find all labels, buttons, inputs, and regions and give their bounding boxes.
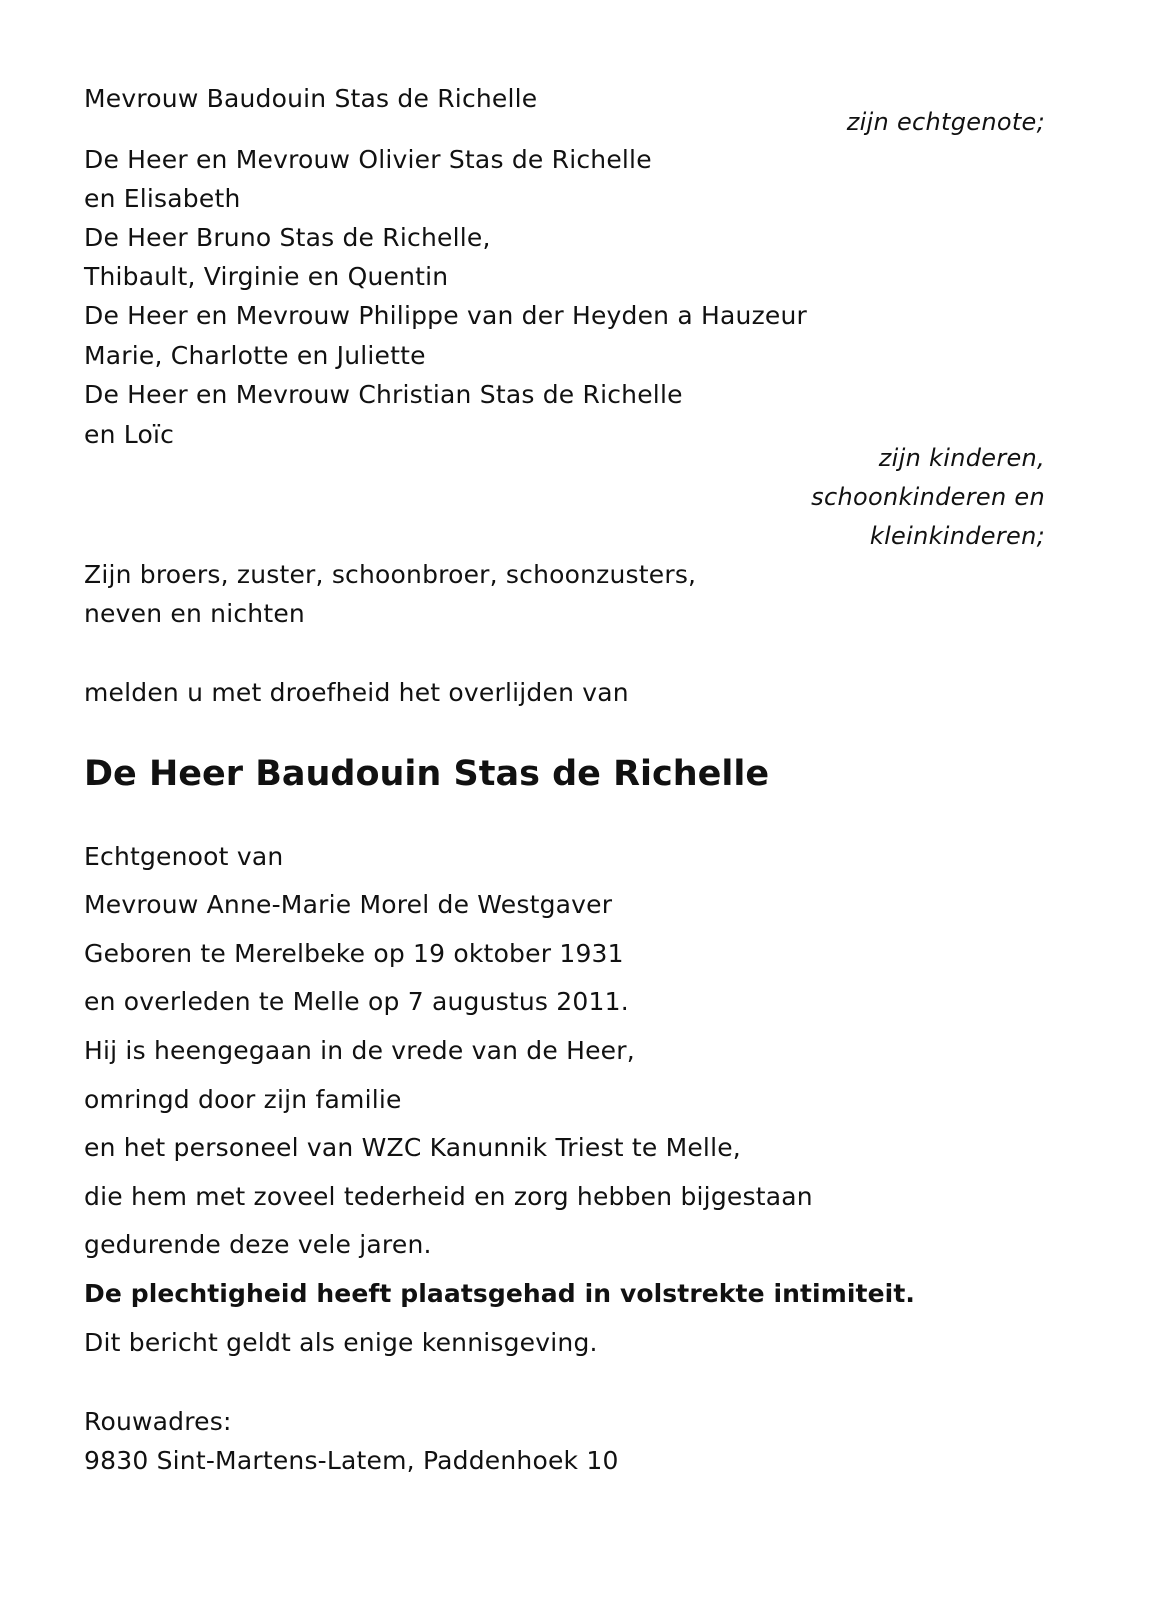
detail-line: omringd door zijn familie <box>84 1085 402 1114</box>
detail-line: die hem met zoveel tederheid en zorg hebben bijgestaan <box>84 1182 813 1211</box>
address-value: 9830 Sint-Martens-Latem, Paddenhoek 10 <box>84 1446 619 1475</box>
detail-line: en het personeel van WZC Kanunnik Triest te Melle, <box>84 1133 741 1162</box>
children-line: De Heer en Mevrouw Christian Stas de Richelle <box>84 380 683 409</box>
detail-line: Mevrouw Anne-Marie Morel de Westgaver <box>84 890 613 919</box>
detail-line: en overleden te Melle op 7 augustus 2011. <box>84 987 629 1016</box>
children-line: De Heer en Mevrouw Olivier Stas de Richelle <box>84 145 652 174</box>
siblings-line: neven en nichten <box>84 599 305 628</box>
children-line: Thibault, Virginie en Quentin <box>84 262 449 291</box>
deceased-name: De Heer Baudouin Stas de Richelle <box>84 754 770 794</box>
notice-text: Dit bericht geldt als enige kennisgeving. <box>84 1328 598 1357</box>
siblings-line: Zijn broers, zuster, schoonbroer, schoonzusters, <box>84 560 697 589</box>
children-role-line: schoonkinderen en <box>811 483 1045 511</box>
detail-line: gedurende deze vele jaren. <box>84 1230 432 1259</box>
children-line: en Elisabeth <box>84 184 241 213</box>
children-line: en Loïc <box>84 420 175 449</box>
wife-name: Mevrouw Baudouin Stas de Richelle <box>84 84 538 113</box>
announcement-text: melden u met droefheid het overlijden van <box>84 678 629 707</box>
children-role-line: zijn kinderen, <box>878 444 1045 472</box>
wife-role: zijn echtgenote; <box>846 108 1045 136</box>
children-line: De Heer en Mevrouw Philippe van der Heyden a Hauzeur <box>84 301 808 330</box>
detail-line: Hij is heengegaan in de vrede van de Heer, <box>84 1036 635 1065</box>
ceremony-text: De plechtigheid heeft plaatsgehad in volstrekte intimiteit. <box>84 1279 915 1308</box>
detail-line: Echtgenoot van <box>84 842 284 871</box>
detail-line: Geboren te Merelbeke op 19 oktober 1931 <box>84 939 624 968</box>
children-role-line: kleinkinderen; <box>869 522 1045 550</box>
address-label: Rouwadres: <box>84 1407 232 1436</box>
children-line: Marie, Charlotte en Juliette <box>84 341 426 370</box>
children-line: De Heer Bruno Stas de Richelle, <box>84 223 491 252</box>
